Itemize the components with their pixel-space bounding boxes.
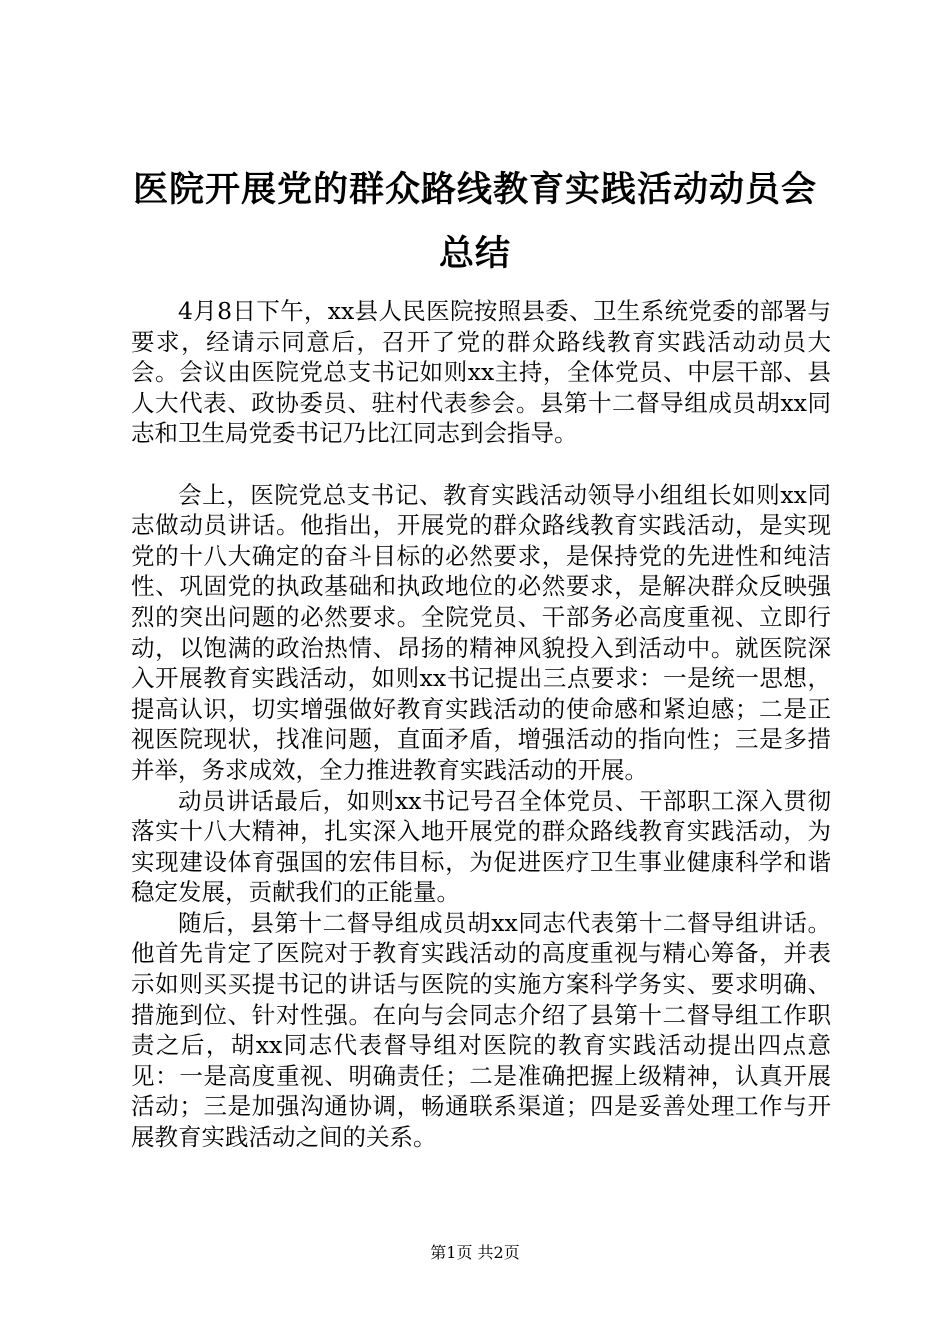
- document-body: [131, 296, 831, 1153]
- paragraph: 会上，医院党总支书记、教育实践活动领导小组组长如则xx同志做动员讲话。他指出，开展党的群众路线教育实践活动，是实现党的十八大确定的奋斗目标的必然要求，是保持党的先进性和纯洁性、巩固党的执政基础和执政地位的必然要求，是解决群众反映强烈的突出问题的必然要求。全院党员、干部务必高度重视、立即行动，以饱满的政治热情、昂扬的精神风貌投入到活动中。就医院深入开展教育实践活动，如则xx书记提出三点要求：一是统一思想，提高认识，切实增强做好教育实践活动的使命感和紧迫感；二是正视医院现状，找准问题，直面矛盾，增强活动的指向性；三是多措并举，务求成效，全力推进教育实践活动的开展。: [131, 480, 831, 784]
- paragraph: 随后，县第十二督导组成员胡xx同志代表第十二督导组讲话。他首先肯定了医院对于教育实践活动的高度重视与精心筹备，并表示如则买买提书记的讲话与医院的实施方案科学务实、要求明确、措施到位、针对性强。在向与会同志介绍了县第十二督导组工作职责之后，胡xx同志代表督导组对医院的教育实践活动提出四点意见：一是高度重视、明确责任；二是准确把握上级精神，认真开展活动；三是加强沟通协调，畅通联系渠道；四是妥善处理工作与开展教育实践活动之间的关系。: [131, 908, 831, 1152]
- paragraph: 4月8日下午，xx县人民医院按照县委、卫生系统党委的部署与要求，经请示同意后，召开了党的群众路线教育实践活动动员大会。会议由医院党总支书记如则xx主持，全体党员、中层干部、县人大代表、政协委员、驻村代表参会。县第十二督导组成员胡xx同志和卫生局党委书记乃比江同志到会指导。: [131, 297, 831, 448]
- paragraph: 动员讲话最后，如则xx书记号召全体党员、干部职工深入贯彻落实十八大精神，扎实深入地开展党的群众路线教育实践活动，为实现建设体育强国的宏伟目标，为促进医疗卫生事业健康科学和谐稳定发展，贡献我们的正能量。: [131, 786, 831, 907]
- page-footer: 第1页 共2页: [430, 1243, 520, 1262]
- document-title: 医院开展党的群众路线教育实践活动动员会总结: [132, 169, 817, 274]
